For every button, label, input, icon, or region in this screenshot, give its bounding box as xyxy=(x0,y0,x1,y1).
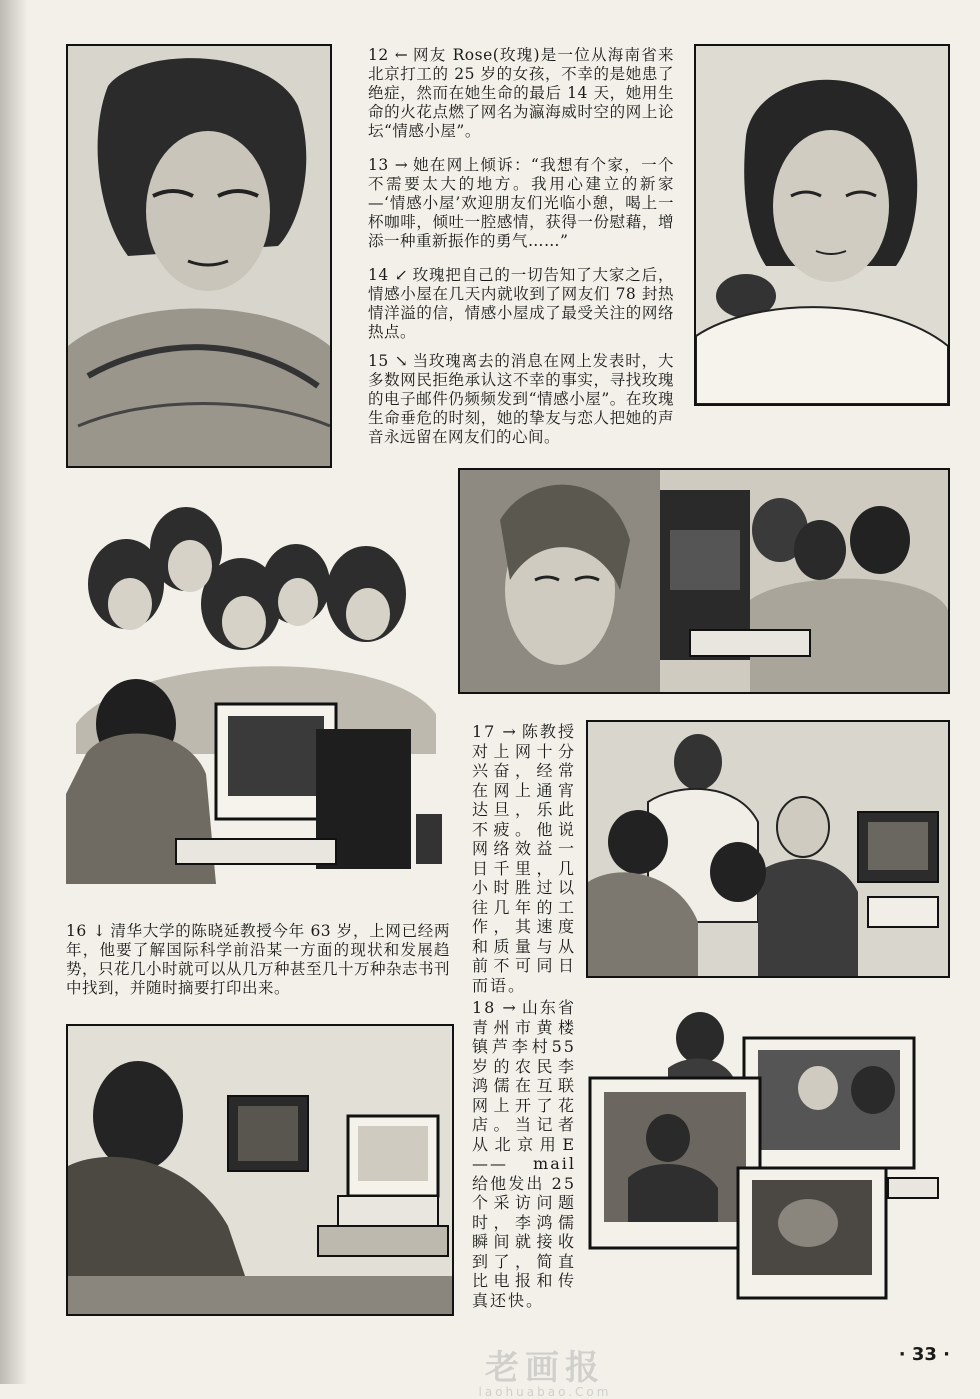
watermark-en: laohuabao.Com xyxy=(478,1385,612,1399)
caption-13: 13 → 她在网上倾诉：“我想有个家，一个不需要太大的地方。我用心建立的新家—‘情感小屋’欢迎朋友们光临小憩，喝上一杯咖啡，倾吐一腔感情，获得一份慰藉，增添一种重新振作的勇气……” xyxy=(368,156,674,250)
panel-girl-hugging-knees xyxy=(66,44,332,468)
caption-14: 14 ↙ 玫瑰把自己的一切告知了大家之后，情感小屋在几天内就收到了网友们 78 封热情洋溢的信，情感小屋成了最受关注的网络热点。 xyxy=(368,266,674,341)
caption-15: 15 ↘ 当玫瑰离去的消息在网上发表时，大多数网民拒绝承认这不幸的事实，寻找玫瑰的电子邮件仍频频发到“情感小屋”。在玫瑰生命垂危的时刻，她的挚友与恋人把她的声音永远留在网友们的心间。 xyxy=(368,352,674,446)
caption-16: 16 ↓ 清华大学的陈晓延教授今年 63 岁，上网已经两年，他要了解国际科学前沿某一方面的现状和发展趋势，只花几小时就可以从几万种甚至几十万种杂志书刊中找到，并随时摘要打印出来。 xyxy=(66,922,451,997)
panel-woman-portrait xyxy=(694,44,950,406)
panel-man-at-desktop xyxy=(66,1024,454,1316)
page-gutter-shadow xyxy=(0,0,28,1384)
panel-girls-at-computer xyxy=(66,494,450,904)
page-number: · 33 · xyxy=(898,1344,950,1365)
watermark-cn: 老画报 xyxy=(485,1348,605,1388)
panel-professor-at-computer xyxy=(586,720,950,978)
caption-18: 18 → 山东省青州市黄楼镇芦李村55岁的农民李鸿儒在互联网上开了花店。当记者从北京用E —— mail给他发出 25 个采访问题时，李鸿儒瞬间就接收到了，简直比电报和传真还快。 xyxy=(472,998,576,1310)
watermark xyxy=(445,1340,645,1399)
panel-face-and-students xyxy=(458,468,950,694)
panel-farmer-with-monitors xyxy=(588,1008,946,1312)
caption-17: 17 → 陈教授对上网十分兴奋，经常在网上通宵达旦，乐此不疲。他说网络效益一日千里，几小时胜过以往几年的工作，其速度和质量与从前不可同日而语。 xyxy=(472,722,576,995)
caption-12: 12 ← 网友 Rose(玫瑰)是一位从海南省来北京打工的 25 岁的女孩，不幸的是她患了绝症，然而在她生命的最后 14 天，她用生命的火花点燃了网名为瀛海威时空的网上论坛“情感小屋”。 xyxy=(368,46,674,140)
